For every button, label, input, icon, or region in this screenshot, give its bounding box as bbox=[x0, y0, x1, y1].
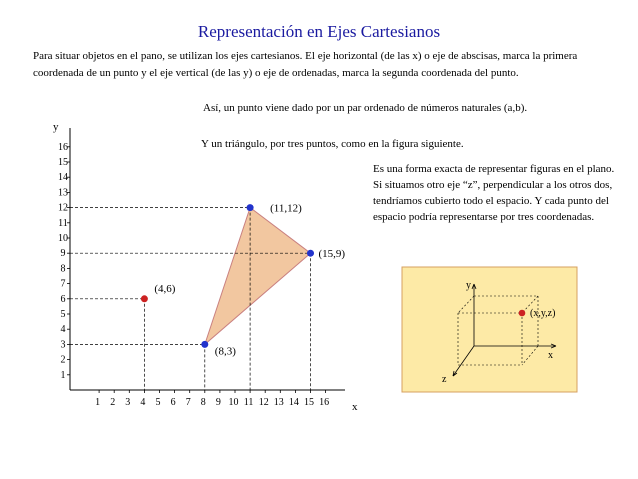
space-box bbox=[402, 267, 577, 392]
point-label: (8,3) bbox=[214, 345, 236, 358]
y-tick-label: 4 bbox=[60, 324, 66, 336]
x-tick-label: 15 bbox=[304, 397, 314, 408]
x-axis-label: x bbox=[352, 401, 358, 413]
point-marker bbox=[141, 295, 148, 302]
y-tick-label: 7 bbox=[60, 278, 66, 290]
intro-paragraph: Para situar objetos en el pano, se utilizan los ejes cartesianos. El eje horizontal (de las x) o eje de abscisas, marca la primera coordenada de un punto y el eje vertical (de las y) o eje de ordenadas, marca la segunda coordenada del punto. bbox=[33, 50, 578, 79]
point-marker bbox=[307, 250, 314, 257]
page-title: Representación en Ejes Cartesianos bbox=[197, 22, 441, 41]
x-tick-label: 10 bbox=[228, 397, 239, 408]
triangle bbox=[205, 208, 311, 345]
point-3d-marker bbox=[519, 310, 526, 317]
y-tick-label: 13 bbox=[58, 187, 68, 199]
space-3d-diagram bbox=[402, 267, 577, 392]
y-tick-label: 15 bbox=[58, 157, 68, 168]
y-tick-label: 2 bbox=[60, 354, 66, 366]
space-note: Es una forma exacta de representar figuras en el plano. Si situamos otro eje “z”, perpendicular a los otros dos, tendríamos cubierto todo el espacio. Y cada punto del espacio podría representarse por tres coordenadas. bbox=[373, 163, 615, 223]
x-tick-label: 4 bbox=[140, 397, 146, 408]
x-tick-label: 11 bbox=[243, 397, 254, 408]
pair-note: Así, un punto viene dado por un par ordenado de números naturales (a,b). bbox=[203, 102, 528, 114]
x-tick-label: 16 bbox=[319, 397, 330, 408]
x-label-3d: x bbox=[548, 350, 553, 361]
y-tick-label: 3 bbox=[60, 339, 66, 351]
point-label: (4,6) bbox=[154, 282, 176, 295]
point-label: (11,12) bbox=[270, 202, 302, 215]
y-axis-label: y bbox=[53, 121, 59, 133]
y-tick-label: 14 bbox=[58, 172, 68, 184]
point-label: (15,9) bbox=[318, 248, 346, 261]
y-label-3d: y bbox=[466, 280, 471, 291]
x-tick-label: 1 bbox=[95, 397, 101, 408]
y-tick-label: 16 bbox=[58, 141, 68, 153]
x-tick-label: 14 bbox=[288, 397, 299, 408]
y-tick-label: 9 bbox=[60, 248, 66, 260]
triangle-note: Y un triángulo, por tres puntos, como en la figura siguiente. bbox=[201, 138, 464, 150]
x-tick-label: 12 bbox=[258, 397, 269, 408]
y-tick-label: 5 bbox=[60, 309, 66, 320]
x-tick-label: 7 bbox=[185, 397, 191, 408]
x-tick-label: 5 bbox=[155, 397, 161, 408]
y-tick-label: 11 bbox=[58, 217, 68, 229]
x-tick-label: 9 bbox=[215, 397, 221, 408]
x-tick-label: 3 bbox=[125, 397, 131, 408]
point-marker bbox=[201, 341, 208, 348]
point-marker bbox=[247, 204, 254, 211]
y-tick-label: 12 bbox=[58, 202, 68, 214]
x-tick-label: 6 bbox=[170, 397, 176, 408]
y-tick-label: 10 bbox=[58, 233, 68, 244]
y-tick-label: 1 bbox=[60, 369, 66, 381]
point-3d-label: (x,y,z) bbox=[530, 308, 556, 319]
x-tick-label: 2 bbox=[110, 397, 116, 408]
x-tick-label: 13 bbox=[273, 397, 284, 408]
y-tick-label: 8 bbox=[60, 263, 66, 275]
x-tick-label: 8 bbox=[200, 397, 206, 408]
y-tick-label: 6 bbox=[60, 293, 66, 305]
z-label-3d: z bbox=[442, 374, 447, 385]
